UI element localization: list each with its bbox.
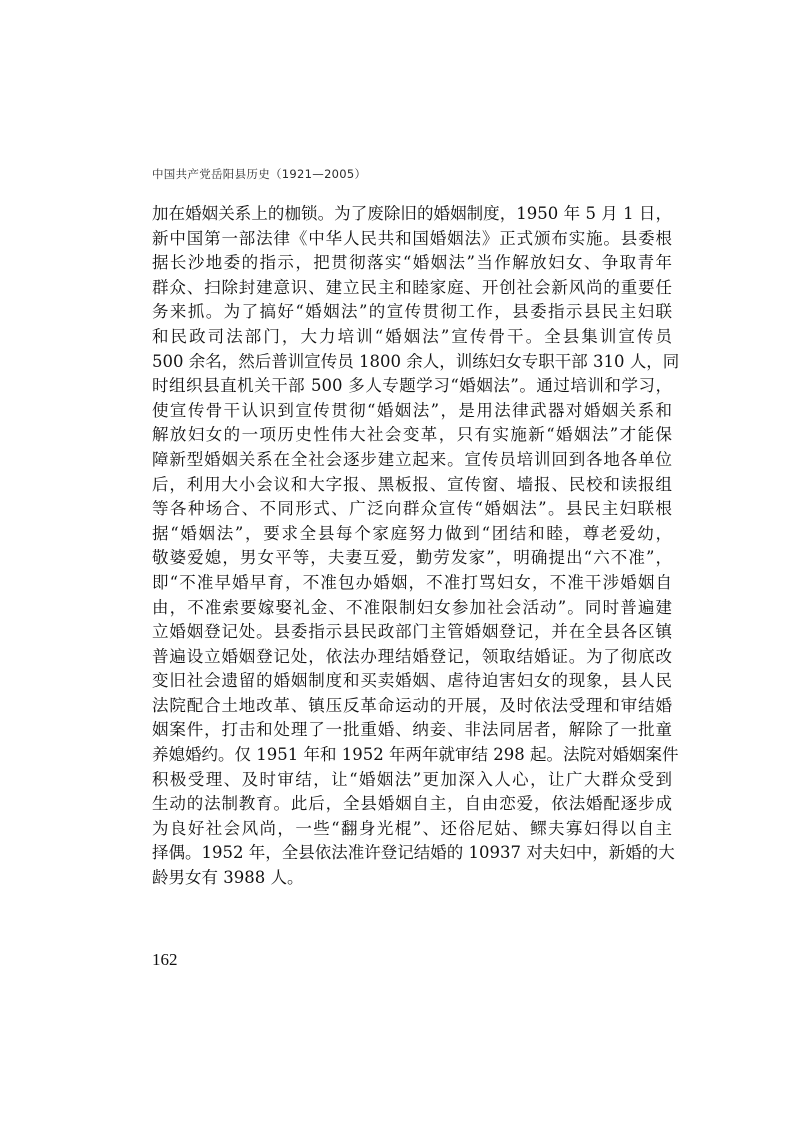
text-line: 为良好社会风尚，一些“翻身光棍”、还俗尼姑、鳏夫寡妇得以自主 bbox=[152, 818, 672, 838]
text-line: 即“不准早婚早育，不准包办婚姻，不准打骂妇女，不准干涉婚姻自 bbox=[152, 572, 672, 592]
page-number: 162 bbox=[152, 950, 178, 969]
text-line: 群众、扫除封建意识、建立民主和睦家庭、开创社会新风尚的重要任 bbox=[152, 277, 672, 297]
text-line: 解放妇女的一项历史性伟大社会变革，只有实施新“婚姻法”才能保 bbox=[152, 425, 672, 445]
text-line: 务来抓。为了搞好“婚姻法”的宣传贯彻工作，县委指示县民主妇联 bbox=[152, 302, 672, 322]
text-line: 500 余名，然后普训宣传员 1800 余人，训练妇女专职干部 310 人，同 bbox=[152, 351, 680, 371]
text-line: 择偶。1952 年，全县依法准许登记结婚的 10937 对夫妇中，新婚的大 bbox=[152, 843, 675, 863]
text-line: 后，利用大小会议和大字报、黑板报、宣传窗、墙报、民校和读报组 bbox=[152, 474, 672, 494]
text-line: 使宣传骨干认识到宣传贯彻“婚姻法”，是用法律武器对婚姻关系和 bbox=[152, 400, 672, 420]
text-line: 障新型婚姻关系在全社会逐步建立起来。宣传员培训回到各地各单位 bbox=[152, 449, 672, 469]
text-line: 敬婆爱媳，男女平等，夫妻互爱，勤劳发家”，明确提出“六不准”， bbox=[152, 548, 672, 568]
text-line: 变旧社会遗留的婚姻制度和买卖婚姻、虐待迫害妇女的现象，县人民 bbox=[152, 671, 672, 691]
text-line: 由，不准索要嫁娶礼金、不准限制妇女参加社会活动”。同时普遍建 bbox=[152, 597, 672, 617]
text-line: 生动的法制教育。此后，全县婚姻自主，自由恋爱，依法婚配逐步成 bbox=[152, 794, 672, 814]
running-header: 中国共产党岳阳县历史（1921—2005） bbox=[152, 167, 367, 181]
text-line: 加在婚姻关系上的枷锁。为了废除旧的婚姻制度，1950 年 5 月 1 日， bbox=[152, 204, 672, 223]
text-line: 据“婚姻法”，要求全县每个家庭努力做到“团结和睦，尊老爱幼， bbox=[152, 523, 672, 543]
text-line: 和民政司法部门，大力培训“婚姻法”宣传骨干。全县集训宣传员 bbox=[152, 326, 672, 346]
text-line: 时组织县直机关干部 500 多人专题学习“婚姻法”。通过培训和学习， bbox=[152, 376, 672, 396]
text-line: 普遍设立婚姻登记处，依法办理结婚登记，领取结婚证。为了彻底改 bbox=[152, 646, 672, 666]
text-line: 据长沙地委的指示，把贯彻落实“婚姻法”当作解放妇女、争取青年 bbox=[152, 253, 672, 273]
text-line: 龄男女有 3988 人。 bbox=[152, 868, 304, 888]
text-line: 养媳婚约。仅 1951 年和 1952 年两年就审结 298 起。法院对婚姻案件 bbox=[152, 745, 679, 765]
text-line: 立婚姻登记处。县委指示县民政部门主管婚姻登记，并在全县各区镇 bbox=[152, 622, 672, 642]
body-paragraph bbox=[152, 202, 680, 891]
text-line: 积极受理、及时审结，让“婚姻法”更加深入人心，让广大群众受到 bbox=[152, 769, 672, 789]
text-line: 法院配合土地改革、镇压反革命运动的开展，及时依法受理和审结婚 bbox=[152, 695, 672, 715]
text-line: 姻案件，打击和处理了一批重婚、纳妾、非法同居者，解除了一批童 bbox=[152, 720, 672, 740]
text-line: 等各种场合、不同形式、广泛向群众宣传“婚姻法”。县民主妇联根 bbox=[152, 499, 672, 519]
text-line: 新中国第一部法律《中华人民共和国婚姻法》正式颁布实施。县委根 bbox=[152, 228, 672, 248]
